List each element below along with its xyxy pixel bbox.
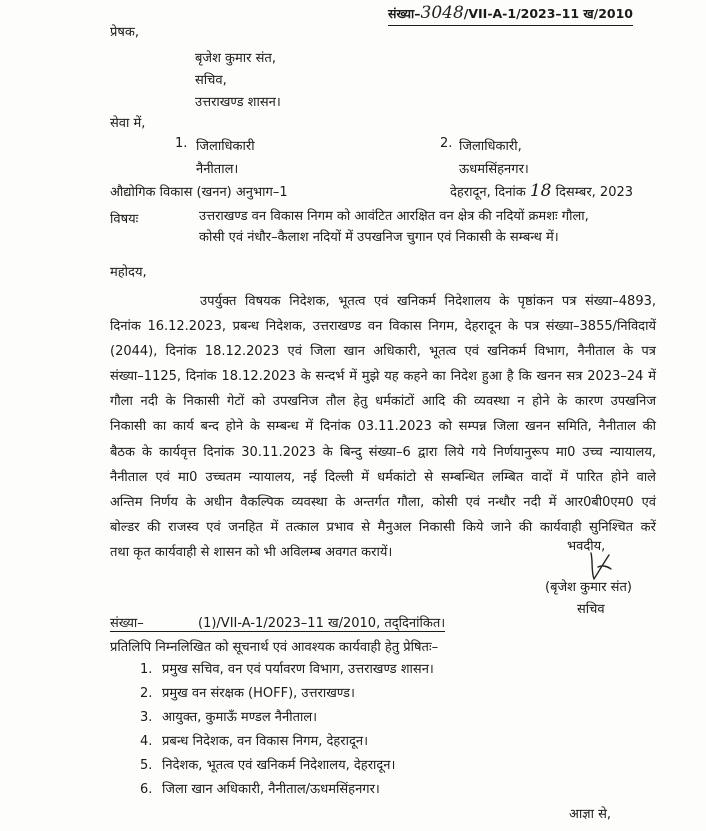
list-item: 2. प्रमुख वन संरक्षक (HOFF), उत्तराखण्ड।: [140, 686, 355, 701]
list-item: 5. निदेशक, भूतत्व एवं खनिकर्म निदेशालय, देहरादून।: [140, 758, 396, 773]
body-line-11: तथा कृत कार्यवाही से शासन को भी अविलम्ब अवगत करायें।: [110, 544, 393, 560]
subject-line-1: उत्तराखण्ड वन विकास निगम को आवंटित आरक्षित वन क्षेत्र की नदियों क्रमशः गौला,: [199, 209, 589, 224]
signatory-designation: सचिव: [577, 602, 605, 617]
subject-label: विषयः: [110, 212, 139, 227]
body-line-3: (2044), दिनांक 18.12.2023 एवं जिला खान अधिकारी, भूतत्व एवं खनिकर्म विभाग, नैनीताल के पत्र: [110, 344, 656, 360]
recipient-2-number: 2.: [440, 136, 453, 151]
body-line-8: नैनीताल एवं मा0 उच्चतम न्यायालय, नई दिल्ली में धर्मकांटो से सम्बन्धित लम्बित वादों में पारित होने वाले: [110, 469, 656, 485]
place-and-date: [450, 181, 633, 201]
salutation: महोदय,: [110, 265, 147, 280]
endorsement-intro: प्रतिलिपि निम्नलिखित को सूचनार्थ एवं आवश्यक कार्यवाही हेतु प्रेषितः–: [110, 640, 439, 655]
list-item: 4. प्रबन्ध निदेशक, वन विकास निगम, देहरादून।: [140, 734, 369, 749]
subject-text: [199, 206, 649, 248]
endorsement-label: संख्या–: [110, 613, 198, 632]
body-line-1: उपर्युक्त विषयक निदेशक, भूतत्व एवं खनिकर्म निदेशालय के पृष्ठांकन पत्र संख्या–4893,: [200, 294, 656, 309]
signatory-name: (बृजेश कुमार संत): [545, 580, 632, 595]
sender-designation: सचिव,: [195, 73, 227, 88]
list-item: 3. आयुक्त, कुमाऊँ मण्डल नैनीताल।: [140, 710, 318, 725]
body-paragraph: [110, 289, 656, 565]
reference-prefix: संख्या–: [388, 6, 421, 21]
signature-closing: भवदीय,: [567, 539, 606, 554]
recipients-label: सेवा में,: [110, 116, 146, 131]
recipient-1-title: जिलाधिकारी: [196, 139, 255, 154]
body-line-4: संख्या–1125, दिनांक 18.12.2023 के सन्दर्भ में मुझे यह कहने का निदेश हुआ है कि खनन सत्र 2023–24 में: [110, 369, 656, 385]
body-line-9: अन्तिम निर्णय के अधीन वैकल्पिक व्यवस्था के अन्तर्गत गौला, कोसी एवं नन्धौर नदी में आर0बी0एम0 एवं: [110, 494, 656, 510]
list-item: 6. जिला खान अधिकारी, नैनीताल/ऊधमसिंहनगर।: [140, 782, 380, 797]
place-date-prefix: देहरादून, दिनांक: [450, 185, 526, 200]
body-line-7: बैठक के कार्यवृत्त दिनांक 30.11.2023 के बिन्दु संख्या–6 द्वारा लिये गये निर्णयानुरूप मा0 उच्च न्यायालय,: [110, 444, 656, 460]
reference-suffix: /VII-A-1/2023–11 ख/2010: [463, 6, 634, 21]
subject-line-2: कोसी एवं नंधौर–कैलाश नदियों में उपखनिज चुगान एवं निकासी के सम्बन्ध में।: [199, 230, 559, 245]
sender-name: बृजेश कुमार संत,: [195, 51, 276, 66]
department-section: औद्योगिक विकास (खनन) अनुभाग–1: [110, 185, 288, 200]
by-order-closing: आज्ञा से,: [569, 807, 612, 822]
body-line-10: बोल्डर की राजस्व एवं जनहित में तत्काल प्रभाव से मैनुअल निकासी किये जाने की कार्यवाही सुनिश्चित करें: [110, 519, 656, 535]
sender-office: उत्तराखण्ड शासन।: [195, 95, 281, 110]
letter-reference-number: [388, 3, 633, 23]
recipient-1-place: नैनीताल।: [196, 162, 239, 177]
body-line-5: गौला नदी के निकासी गेटों को उपखनिज तौल हेतु धर्मकांटों आदि की व्यवस्था न होने के कारण उपखनिज: [110, 394, 656, 410]
list-item: 1. प्रमुख सचिव, वन एवं पर्यावरण विभाग, उत्तराखण्ड शासन।: [140, 662, 434, 677]
recipient-2-place: ऊधमसिंहनगर।: [459, 162, 529, 177]
endorsement-reference: [110, 613, 445, 632]
body-line-6: निकासी का कार्य बन्द होने के सम्बन्ध में दिनांक 03.11.2023 को सम्पन्न जिला खनन समिति, नैनीताल की: [110, 419, 656, 435]
reference-handwritten-number: 3048: [420, 3, 464, 23]
body-line-2: दिनांक 16.12.2023, प्रबन्ध निदेशक, उत्तराखण्ड वन विकास निगम, देहरादून के पत्र संख्या–3855/निविदायें: [110, 319, 656, 335]
date-month-year: दिसम्बर, 2023: [555, 185, 634, 200]
sender-label: प्रेषक,: [110, 25, 140, 40]
recipient-2-title: जिलाधिकारी,: [459, 139, 522, 154]
date-day-handwritten: 18: [529, 181, 552, 201]
endorsement-ref: (1)/VII-A-1/2023–11 ख/2010, तद्‌दिनांकित।: [198, 616, 446, 631]
recipient-1-number: 1.: [175, 136, 188, 151]
